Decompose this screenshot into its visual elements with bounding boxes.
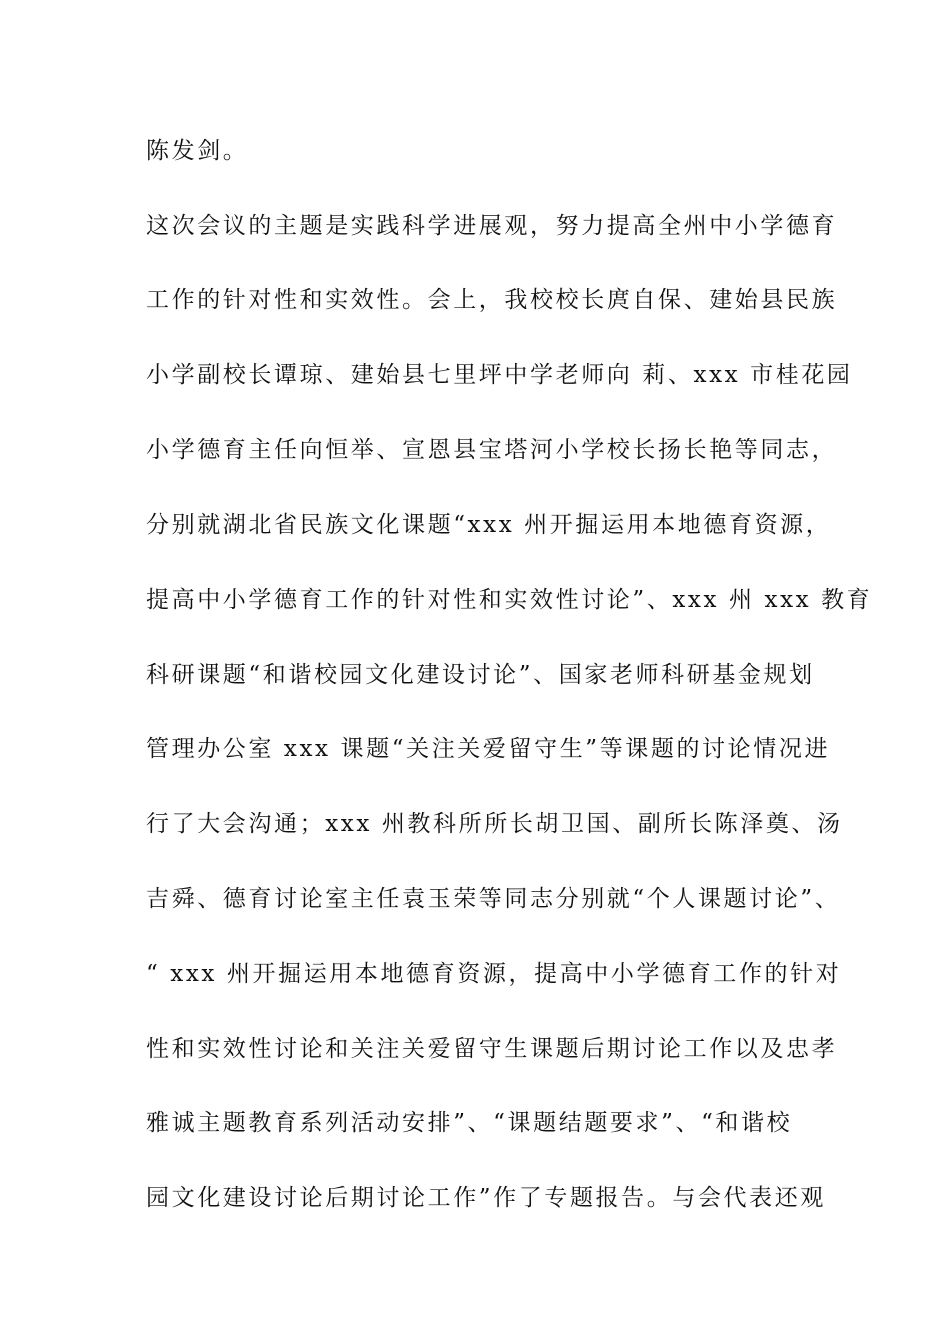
text-line: 性和实效性讨论和关注关爱留守生课题后期讨论工作以及忠孝 xyxy=(146,1036,838,1062)
text-line: “ xxx 州开掘运用本地德育资源，提高中小学德育工作的针对 xyxy=(146,961,842,987)
text-line: 吉舜、德育讨论室主任袁玉荣等同志分别就“个人课题讨论”、 xyxy=(146,886,841,912)
text-line: 这次会议的主题是实践科学进展观，努力提高全州中小学德育 xyxy=(146,213,838,239)
text-line: 科研课题“和谐校园文化建设讨论”、国家老师科研基金规划 xyxy=(146,662,815,688)
text-line: 小学德育主任向恒举、宣恩县宝塔河小学校长扬长艳等同志， xyxy=(146,437,838,463)
text-line: 行了大会沟通；xxx 州教科所所长胡卫国、副所长陈泽奠、汤 xyxy=(146,811,843,837)
text-line: 提高中小学德育工作的针对性和实效性讨论”、xxx 州 xxx 教育 xyxy=(146,587,873,613)
text-line: 雅诚主题教育系列活动安排”、“课题结题要求”、“和谐校 xyxy=(146,1110,793,1136)
text-line: 分别就湖北省民族文化课题“xxx 州开掘运用本地德育资源， xyxy=(146,512,832,538)
text-line: 工作的针对性和实效性。会上，我校校长庹自保、建始县民族 xyxy=(146,287,838,313)
text-line: 园文化建设讨论后期讨论工作”作了专题报告。与会代表还观 xyxy=(146,1185,826,1211)
text-line: 小学副校长谭琼、建始县七里坪中学老师向 莉、xxx 市桂花园 xyxy=(146,362,853,388)
text-line: 管理办公室 xxx 课题“关注关爱留守生”等课题的讨论情况进 xyxy=(146,736,831,762)
text-line: 陈发剑。 xyxy=(146,138,249,164)
